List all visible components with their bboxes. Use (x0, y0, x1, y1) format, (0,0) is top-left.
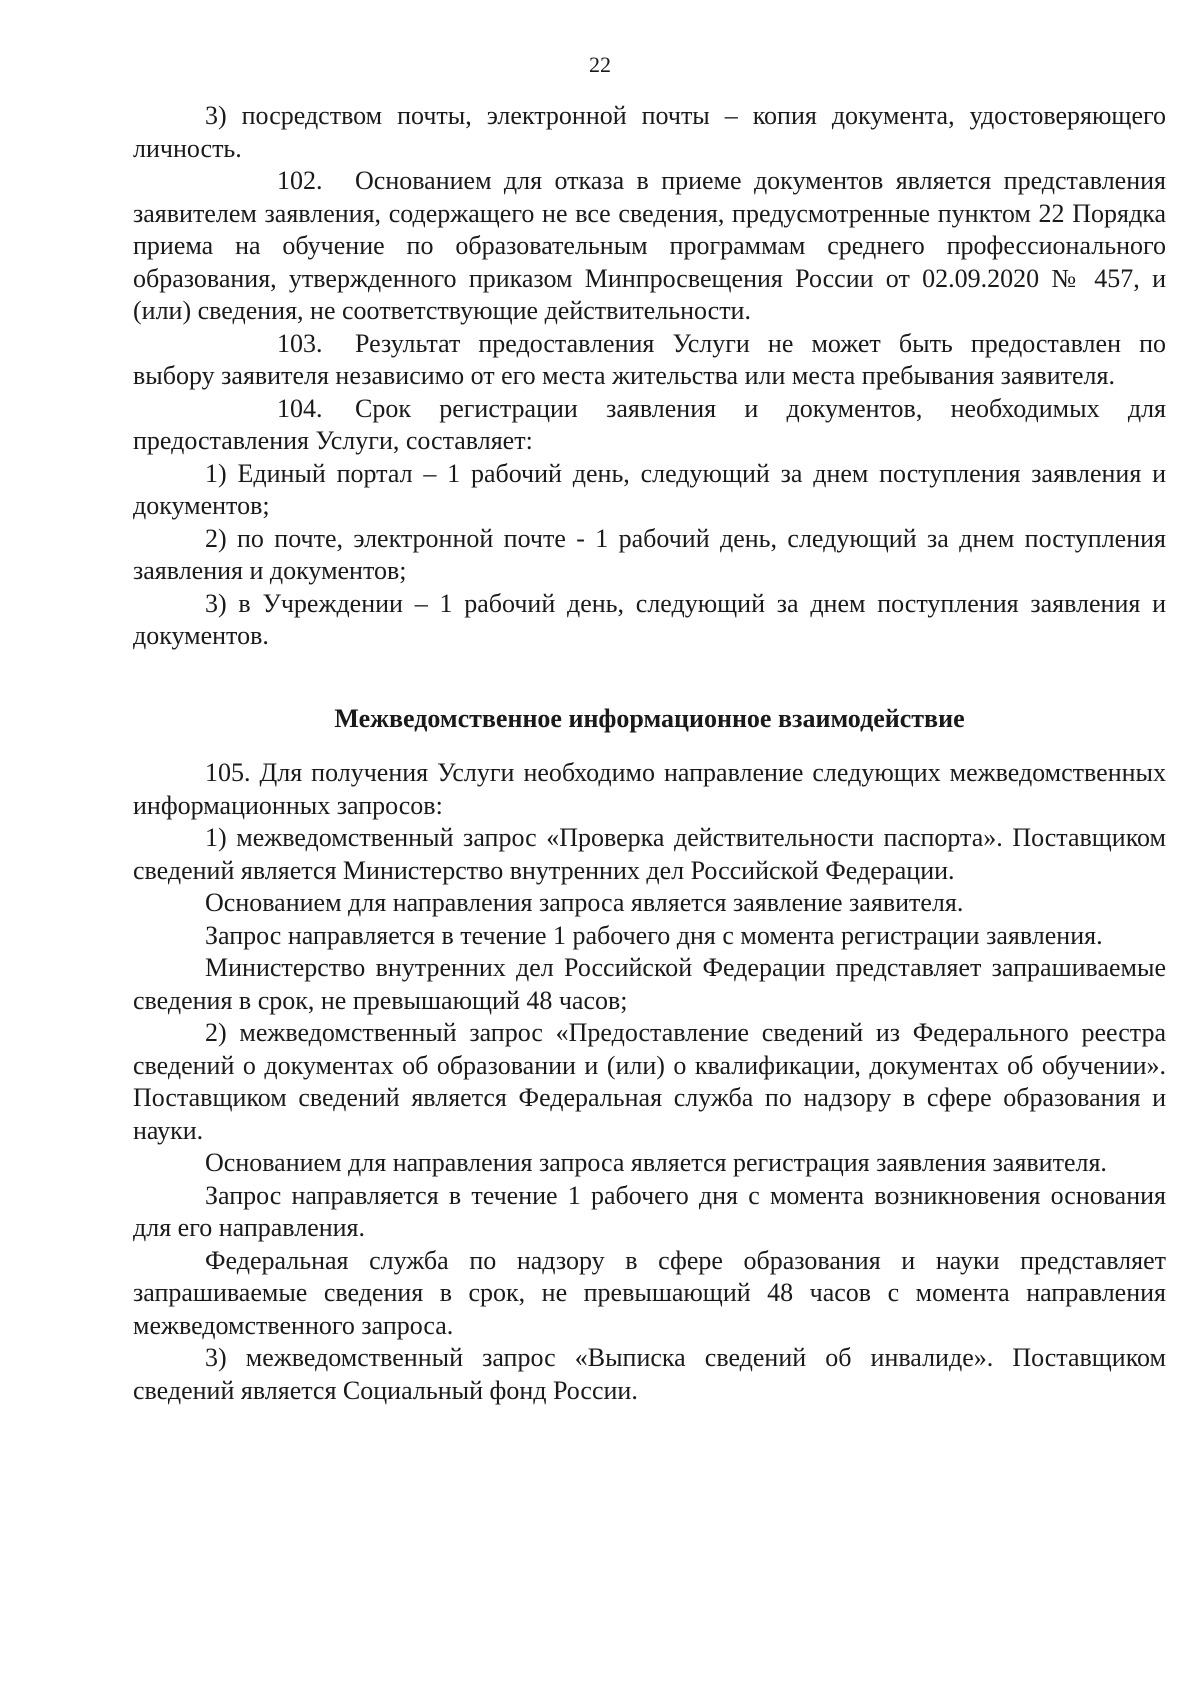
paragraph-103: 103. Результат предоставления Услуги не может быть предоставлен по выбору заявителя независимо от его места жительства или места пребывания заявителя. (133, 328, 1166, 390)
paragraph-105-deadline-1: Министерство внутренних дел Российской Федерации представляет запрашиваемые сведения в срок, не превышающий 48 часов; (133, 953, 1166, 1015)
paragraph-104-item-3: 3) в Учреждении – 1 рабочий день, следующий за днем поступления заявления и документов. (133, 588, 1166, 650)
paragraph-105: 105. Для получения Услуги необходимо направление следующих межведомственных информационных запросов: (133, 758, 1166, 820)
paragraph-number: 102. (277, 166, 323, 195)
paragraph-104-item-1: 1) Единый портал – 1 рабочий день, следующий за днем поступления заявления и документов; (133, 458, 1166, 520)
paragraph-102: 102. Основанием для отказа в приеме документов является представления заявителем заявления, содержащего не все сведения, предусмотренные пунктом 22 Порядка приема на обучение по образовательным программам среднего профессионального образования, утвержденного приказом Минпросвещения России от 02.09.2020 № 457, и (или) сведения, не соответствующие действительности. (133, 166, 1166, 325)
paragraph-104: 104. Срок регистрации заявления и документов, необходимых для предоставления Услуги, составляет: (133, 393, 1166, 455)
paragraph-105-term-1: Запрос направляется в течение 1 рабочего дня с момента регистрации заявления. (205, 920, 1103, 950)
document-body (133, 100, 1166, 1407)
page-number: 22 (589, 52, 611, 77)
section-heading: Межведомственное информационное взаимодействие (334, 703, 965, 733)
paragraph-105-basis-1: Основанием для направления запроса является заявление заявителя. (205, 888, 964, 917)
paragraph-105-deadline-2: Федеральная служба по надзору в сфере образования и науки представляет запрашиваемые сведения в срок, не превышающий 48 часов с момента направления межведомственного запроса. (133, 1245, 1166, 1340)
paragraph-105-item-3: 3) межведомственный запрос «Выписка сведений об инвалиде». Поставщиком сведений является Социальный фонд России. (133, 1343, 1166, 1405)
paragraph-104-item-2: 2) по почте, электронной почте - 1 рабочий день, следующий за днем поступления заявления и документов; (133, 523, 1166, 585)
paragraph-105-item-1: 1) межведомственный запрос «Проверка действительности паспорта». Поставщиком сведений является Министерство внутренних дел Российской Федерации. (133, 823, 1166, 885)
paragraph-number: 103. (277, 328, 323, 358)
paragraph-101-item-3: 3) посредством почты, электронной почты – копия документа, удостоверяющего личность. (133, 101, 1166, 163)
paragraph-105-item-2: 2) межведомственный запрос «Предоставление сведений из Федерального реестра сведений о документах об образовании и (или) о квалификации, документах об обучении». Поставщиком сведений является Федеральная служба по надзору в сфере образования и науки. (133, 1018, 1166, 1145)
paragraph-number: 104. (277, 393, 323, 423)
paragraph-105-term-2: Запрос направляется в течение 1 рабочего дня с момента возникновения основания для его направления. (133, 1180, 1166, 1242)
paragraph-105-basis-2: Основанием для направления запроса является регистрация заявления заявителя. (205, 1148, 1107, 1177)
